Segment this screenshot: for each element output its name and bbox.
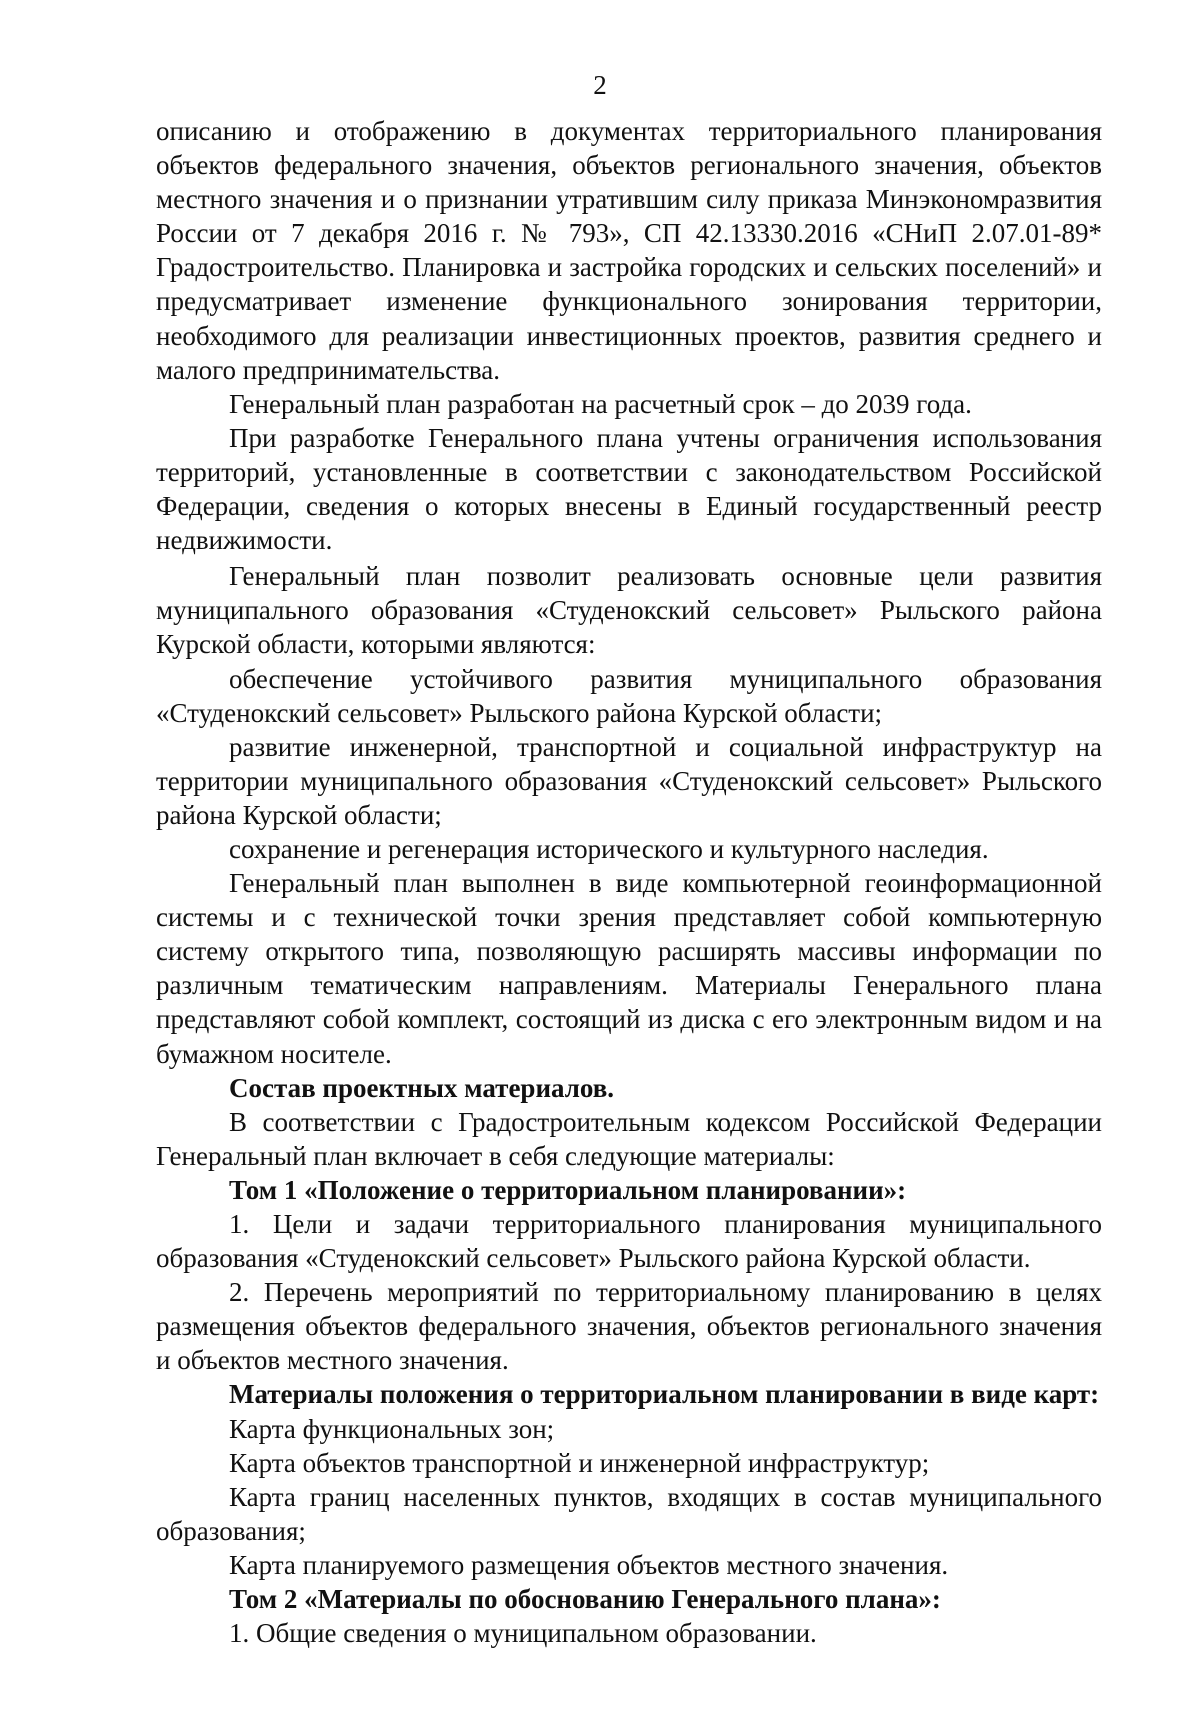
paragraph-plan-term: Генеральный план разработан на расчетный срок – до 2039 года.	[229, 388, 972, 419]
list-item-map-infrastructure: Карта объектов транспортной и инженерной инфраструктур;	[229, 1447, 930, 1478]
list-item-map-settlement-borders: Карта границ населенных пунктов, входящих в состав муниципального образования;	[156, 1481, 1102, 1546]
paragraph-gis-description: Генеральный план выполнен в виде компьютерной геоинформационной системы и с технической точки зрения представляет собой компьютерную систему открытого типа, позволяющую расширять массивы информации по различным тематическим направлениям. Материалы Генерального плана представляют собой комплект, состоящий из диска с его электронным видом и на бумажном носителе.	[156, 868, 1102, 1069]
paragraph-goal-heritage: сохранение и регенерация исторического и культурного наследия.	[229, 833, 989, 864]
heading-volume-1: Том 1 «Положение о территориальном планировании»:	[229, 1174, 907, 1205]
heading-volume-2: Том 2 «Материалы по обоснованию Генерального плана»:	[229, 1584, 941, 1615]
paragraph-goal-sustainable-development: обеспечение устойчивого развития муниципального образования «Студенокский сельсовет» Рыльского района Курской области;	[156, 663, 1102, 728]
paragraph-goal-infrastructure: развитие инженерной, транспортной и социальной инфраструктур на территории муниципального образования «Студенокский сельсовет» Рыльского района Курской области;	[156, 731, 1102, 830]
list-item-volume-1-measures: 2. Перечень мероприятий по территориальному планированию в целях размещения объектов федерального значения, объектов регионального значения и объектов местного значения.	[156, 1277, 1102, 1376]
heading-project-materials: Состав проектных материалов.	[229, 1072, 615, 1103]
paragraph-restrictions: При разработке Генерального плана учтены ограничения использования территорий, установленные в соответствии с законодательством Российской Федерации, сведения о которых внесены в Единый государственный реестр недвижимости.	[156, 422, 1102, 556]
list-item-map-functional-zones: Карта функциональных зон;	[229, 1413, 555, 1444]
paragraph-goals-intro: Генеральный план позволит реализовать основные цели развития муниципального образования «Студенокский сельсовет» Рыльского района Курской области, которыми являются:	[156, 561, 1102, 660]
list-item-volume-2-general-info: 1. Общие сведения о муниципальном образовании.	[229, 1618, 817, 1649]
document-body	[156, 114, 1102, 1650]
page-number: 2	[593, 70, 607, 100]
paragraph-materials-intro: В соответствии с Градостроительным кодексом Российской Федерации Генеральный план включает в себя следующие материалы:	[156, 1106, 1102, 1171]
paragraph-intro-continuation: описанию и отображению в документах территориального планирования объектов федерального значения, объектов регионального значения, объектов местного значения и о признании утратившим силу приказа Минэкономразвития России от 7 декабря 2016 г. № 793», СП 42.13330.2016 «СНиП 2.07.01-89* Градостроительство. Планировка и застройка городских и сельских поселений» и предусматривает изменение функционального зонирования территории, необходимого для реализации инвестиционных проектов, развития среднего и малого предпринимательства.	[156, 116, 1102, 385]
list-item-map-local-objects: Карта планируемого размещения объектов местного значения.	[229, 1549, 949, 1580]
heading-maps: Материалы положения о территориальном планировании в виде карт:	[229, 1379, 1100, 1410]
list-item-volume-1-goals: 1. Цели и задачи территориального планирования муниципального образования «Студенокский сельсовет» Рыльского района Курской области.	[156, 1209, 1102, 1274]
